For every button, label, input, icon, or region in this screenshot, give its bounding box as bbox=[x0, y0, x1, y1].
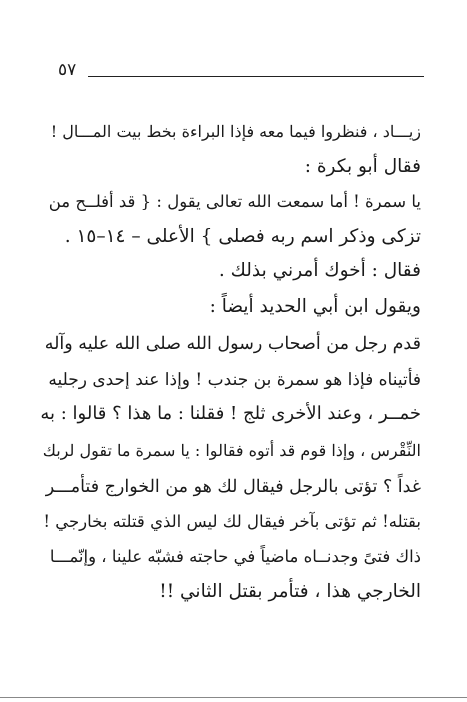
text-line: زيـــاد ، فنظروا فيما معه فإذا البراءة بخط بيت المـــال ! bbox=[50, 122, 421, 141]
text-line: ويقول ابن أبي الحديد أيضاً : bbox=[209, 296, 421, 317]
page-number: ٥٧ bbox=[58, 60, 77, 80]
text-line: خمــر ، وعند الأخرى ثلج ! فقلنا : ما هذا ؟ قالوا : به bbox=[40, 403, 421, 424]
text-line: يا سمرة ! أما سمعت الله تعالى يقول : { قد أفلــح من bbox=[48, 192, 421, 211]
text-line: بقتله! ثم تؤتى بآخر فيقال لك ليس الذي قتلته بخارجي ! bbox=[43, 512, 421, 531]
text-line: فقال : أخوك أمرني بذلك . bbox=[218, 260, 421, 281]
text-line: تزكى وذكر اسم ربه فصلى } الأعلى – ١٤–١٥ . bbox=[64, 226, 421, 247]
text-line: قدم رجل من أصحاب رسول الله صلى الله عليه وآله bbox=[44, 334, 421, 354]
text-line: الخارجي هذا ، فتأمر بقتل الثاني !! bbox=[159, 581, 421, 602]
text-line: ذاك فتىً وجدنــاه ماضياً في حاجته فشبّه علينا ، وإنّمـــا bbox=[49, 547, 421, 566]
bottom-rule bbox=[0, 697, 467, 698]
text-line: النِّقْرس ، وإذا قوم قد أتوه فقالوا : يا سمرة ما تقول لربك bbox=[42, 441, 421, 460]
text-line: فأتيناه فإذا هو سمرة بن جندب ! وإذا عند إحدى رجليه bbox=[48, 370, 421, 390]
text-line: فقال أبو بكرة : bbox=[304, 156, 421, 177]
text-line: غداً ؟ تؤتى بالرجل فيقال لك هو من الخوارج فتأمـــر bbox=[45, 477, 421, 497]
header-rule bbox=[88, 76, 424, 77]
